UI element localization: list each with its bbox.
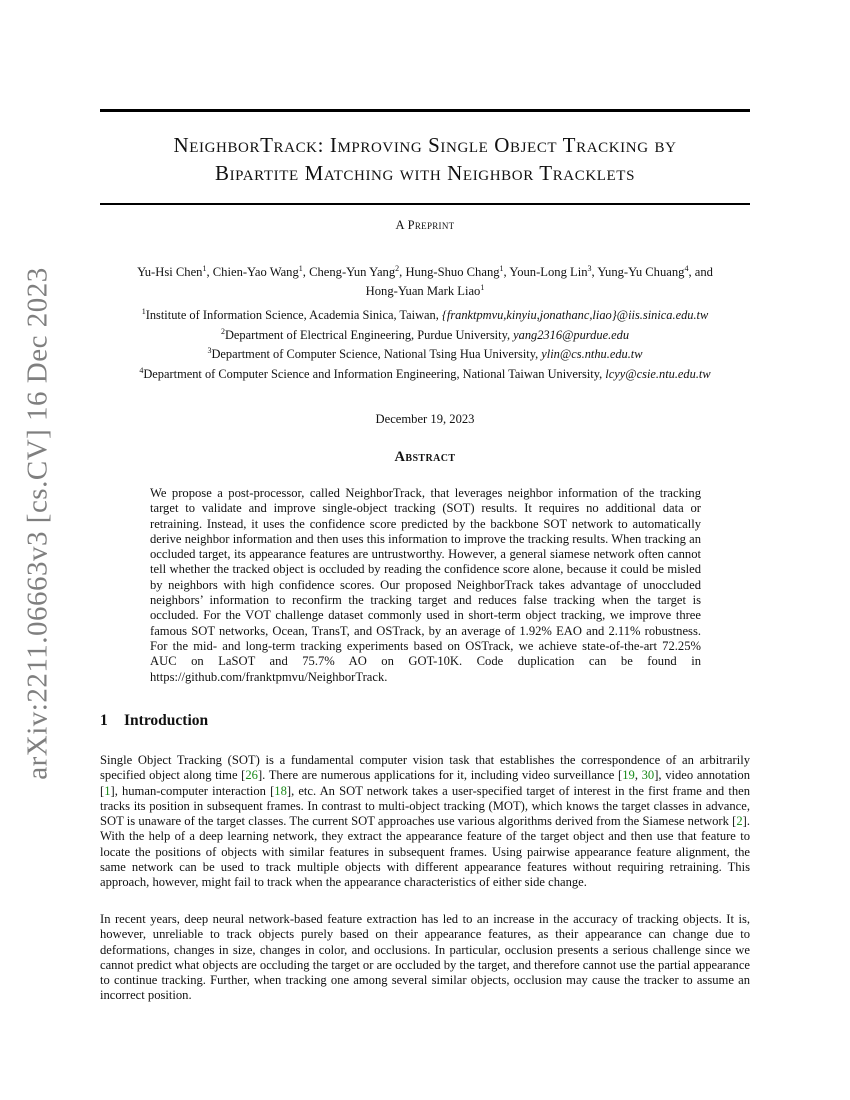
paragraph-text: ], human-computer interaction [ — [110, 783, 275, 798]
paragraph-text: ], etc. An SOT network takes a user-specified target of interest in the first frame and then tracks its position in subsequent frames. In contrast to multi-object tracking (MOT), which knows the target classes in advance, SOT is unaware of the target classes. The current SOT approaches use various algorithms derived from the Siamese network [ — [100, 783, 751, 829]
citation-link[interactable]: 1 — [104, 783, 111, 798]
affiliation-email[interactable]: ylin@cs.nthu.edu.tw — [541, 347, 643, 362]
affiliation-number: 2 — [220, 326, 225, 336]
affiliation-list — [100, 304, 750, 383]
affiliation-mark: 1 — [480, 283, 485, 293]
affiliation-row — [100, 324, 750, 344]
affiliation-mark: 1 — [298, 264, 303, 273]
affiliation-mark: 2 — [395, 264, 400, 273]
affiliation-number: 4 — [139, 365, 144, 375]
affiliation-row — [100, 343, 750, 363]
affiliation-row — [100, 304, 750, 324]
title-line-1: NeighborTrack: Improving Single Object Tracking by — [173, 133, 677, 157]
paragraph-text: ]. There are numerous applications for it, including video surveillance [ — [257, 768, 623, 783]
abstract-text: We propose a post-processor, called NeighborTrack, that leverages neighbor information of the tracking target to validate and improve single-object tracking (SOT) results. It requires no additional data or retraining. Instead, it uses the confidence score predicted by the backbone SOT network to automatically derive neighbor information and then uses this information to improve the tracking results. When tracking an occluded target, its appearance features are untrustworthy. However, a general siamese network often cannot tell whether the tracked object is occluded by reading the confidence score alone, because it could be misled by neighbors with high confidence scores. Our proposed NeighborTrack takes advantage of unoccluded neighbors’ information to reconfirm the tracking target and reduces false tracking when the target is occluded. For the VOT challenge dataset commonly used in short-term object tracking, we improve three famous SOT networks, Ocean, TransT, and OSTrack, by an average of 1.92% EAO and 2.11% robustness. For the mid- and long-term tracking experiments based on OSTrack, we achieve state-of-the-art 72.25% AUC on LaSOT and 75.7% AO on GOT-10K. Code duplication can be found in https://github.com/franktpmvu/NeighborTrack. — [150, 486, 701, 684]
paper-title — [100, 131, 750, 187]
affiliation-mark: 1 — [202, 264, 207, 273]
author-name: , Youn-Long Lin — [503, 265, 588, 280]
affiliation-name: Department of Electrical Engineering, Purdue University, — [224, 327, 514, 342]
affiliation-name: Institute of Information Science, Academia Sinica, Taiwan, — [145, 308, 442, 323]
affiliation-name: Department of Computer Science, National Tsing Hua University, — [211, 347, 542, 362]
affiliation-mark: 1 — [499, 264, 504, 273]
paragraph-text: ], video annotation [ — [100, 768, 750, 798]
title-line-2: Bipartite Matching with Neighbor Tracklets — [214, 161, 636, 185]
affiliation-row — [100, 363, 750, 383]
citation-link[interactable]: 18 — [274, 783, 287, 798]
affiliation-mark: 3 — [587, 264, 592, 273]
affiliation-name: Department of Computer Science and Information Engineering, National Taiwan University, — [143, 367, 606, 381]
author-name: , Yung-Yu Chuang — [591, 265, 685, 280]
author-name: Yu-Hsi Chen — [137, 265, 203, 280]
affiliation-number: 3 — [207, 346, 212, 356]
title-top-rule — [100, 109, 750, 112]
arxiv-sidebar-stamp — [16, 266, 60, 780]
author-list-conjunction: , and — [688, 265, 713, 280]
publication-date: December 19, 2023 — [375, 412, 475, 426]
affiliation-number: 1 — [141, 307, 146, 316]
preprint-label: A Preprint — [395, 218, 455, 232]
affiliation-email[interactable]: lcyy@csie.ntu.edu.tw — [605, 367, 711, 381]
citation-link[interactable]: 19 — [622, 768, 635, 783]
citation-link[interactable]: 30 — [641, 768, 655, 783]
intro-paragraph-2: In recent years, deep neural network-based feature extraction has led to an increase in the accuracy of tracking objects. It is, however, unreliable to track objects purely based on their appearance features, as their appearance can change due to deformations, changes in size, changes in color, and occlusions. In particular, occlusion presents a serious challenge since we cannot predict what objects are occluding the target or are occluded by the target, and therefore cannot use the partial appearance to continue tracking. Further, when tracking one among several similar objects, occlusion may cause the tracker to assume an incorrect position. — [100, 912, 750, 1003]
author-name: , Cheng-Yun Yang — [302, 265, 396, 280]
affiliation-email[interactable]: yang2316@purdue.edu — [513, 327, 630, 342]
citation-link[interactable]: 26 — [245, 768, 258, 783]
author-name: Hong-Yuan Mark Liao — [365, 284, 481, 299]
paragraph-text: ]. With the help of a deep learning network, they extract the appearance feature of the target object and then use that feature to locate the positions of objects with similar features in subsequent frames. Using pairwise appearance feature alignment, the same network can be used to track multiple objects with different appearance features without requiring retraining. This approach, however, might fail to track when the appearance characteristics of either side change. — [100, 814, 750, 890]
affiliation-email[interactable]: {franktpmvu,kinyiu,jonathanc,liao}@iis.sinica.edu.tw — [441, 308, 709, 323]
title-bottom-rule — [100, 203, 750, 205]
intro-paragraph-1 — [100, 753, 750, 891]
paragraph-text: , — [634, 768, 642, 783]
abstract-heading: Abstract — [394, 449, 456, 465]
section-title: Introduction — [124, 712, 209, 729]
section-number: 1 — [100, 712, 108, 729]
author-list — [100, 261, 750, 299]
section-heading — [100, 712, 208, 730]
author-name: , Hung-Shuo Chang — [399, 265, 500, 280]
arxiv-identifier: arXiv:2211.06663v3 [cs.CV] 16 Dec 2023 — [21, 266, 54, 780]
affiliation-mark: 4 — [684, 264, 689, 273]
author-name: , Chien-Yao Wang — [206, 265, 299, 280]
citation-link[interactable]: 2 — [736, 814, 743, 829]
paragraph-text: Single Object Tracking (SOT) is a fundamental computer vision task that establishes the correspondence of an arbitrarily specified object along time [ — [100, 753, 750, 783]
